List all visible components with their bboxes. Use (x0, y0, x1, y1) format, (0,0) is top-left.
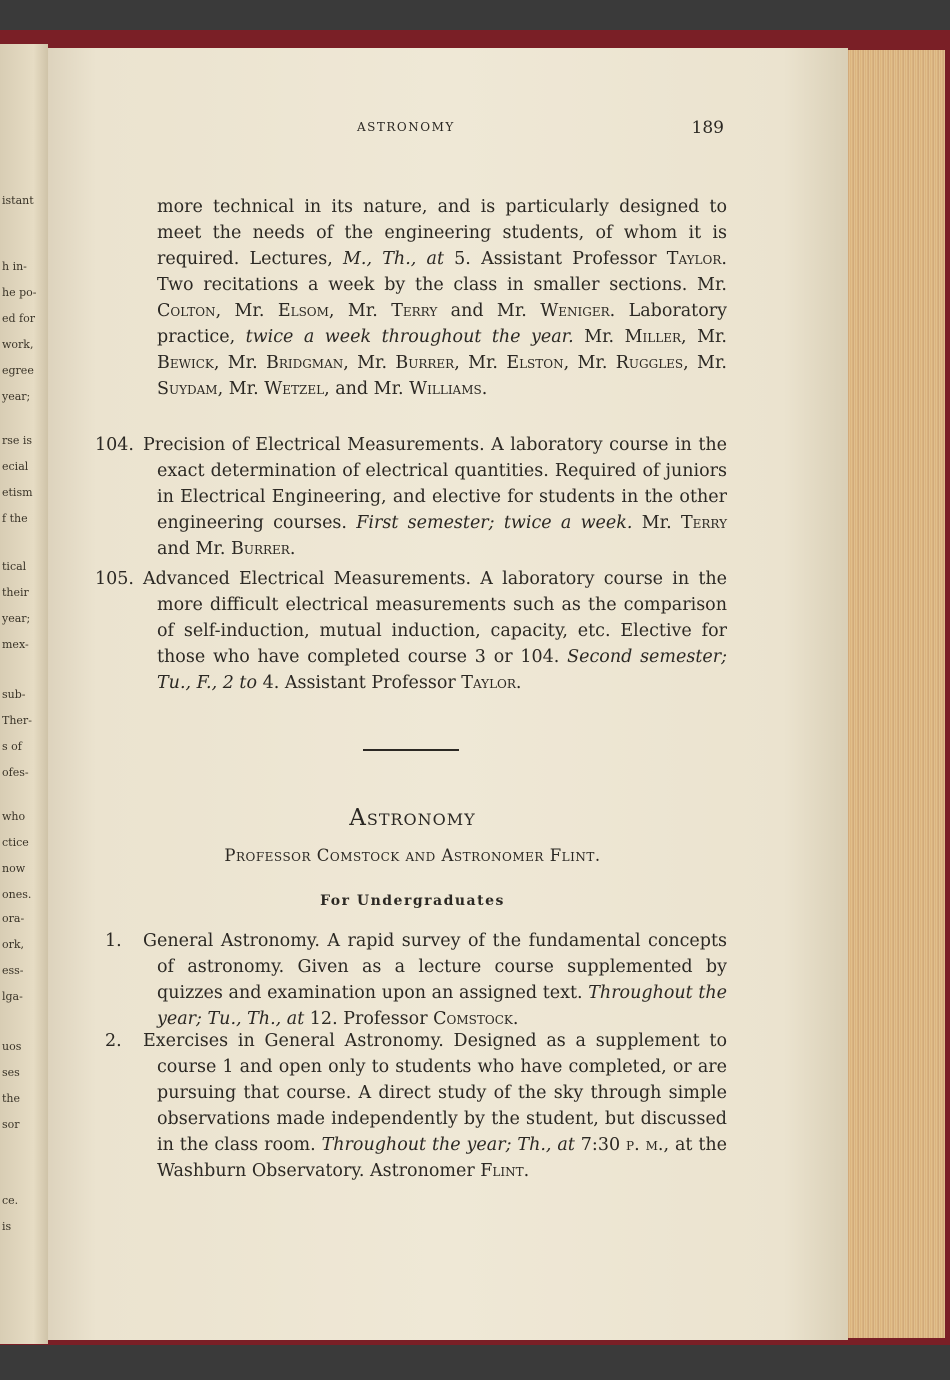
left-page-fragment: who (2, 810, 26, 823)
left-page-edge (0, 44, 48, 1344)
left-page-fragment: the (2, 1092, 21, 1105)
subheading: For Undergraduates (320, 893, 505, 909)
left-page-fragment: ora- (2, 912, 25, 925)
left-page-fragment: year; (2, 390, 31, 403)
left-page-fragment: ctice (2, 836, 29, 849)
left-page-fragment: s of (2, 740, 22, 753)
running-head: ASTRONOMY (357, 120, 455, 134)
left-page-fragment: he po- (2, 286, 37, 299)
left-page-fragment: ce. (2, 1194, 19, 1207)
course-description: Precision of Electrical Measurements. A laboratory course in the exact determination of electrical quantities. Required of juniors in Electrical Engineering, and elective for students in the other engineering courses. First semester; twice a week. Mr. Terry and Mr. Burrer. (143, 435, 727, 559)
left-page-fragment: Ther- (2, 714, 32, 727)
faculty-line: Professor Comstock and Astronomer Flint. (224, 846, 601, 865)
left-page-fragment: h in- (2, 260, 27, 273)
course-105 (95, 566, 727, 696)
left-page-fragment: ork, (2, 938, 25, 951)
section-divider (363, 749, 459, 751)
left-page-fragment: egree (2, 364, 34, 377)
left-page-fragment: sor (2, 1118, 20, 1131)
left-page-fragment: uos (2, 1040, 22, 1053)
course-number: 105. (95, 569, 134, 589)
left-page-fragment: lga- (2, 990, 23, 1003)
left-page-fragment: f the (2, 512, 28, 525)
course-number: 1. (105, 931, 122, 951)
left-page-fragment: istant (2, 194, 34, 207)
course-description: General Astronomy. A rapid survey of the fundamental concepts of astronomy. Given as a lecture course supplemented by quizzes and examination upon an assigned text. Throughout the year; Tu., Th., at 12. Professor Comstock. (143, 931, 727, 1029)
section-title: Astronomy (349, 805, 476, 831)
course-2 (95, 1028, 727, 1184)
left-page-fragment: work, (2, 338, 34, 351)
course-104 (95, 432, 727, 562)
left-page-fragment: year; (2, 612, 31, 625)
left-page-fragment: mex- (2, 638, 29, 651)
left-page-fragment: ecial (2, 460, 29, 473)
left-page-fragment: ed for (2, 312, 35, 325)
left-page-fragment: sub- (2, 688, 26, 701)
course-description: Advanced Electrical Measurements. A laboratory course in the more difficult electrical measurements such as the comparison of self-induction, mutual induction, capacity, etc. Elective for those who have completed course 3 or 104. Second semester; Tu., F., 2 to 4. Assistant Professor Taylor. (143, 569, 727, 693)
left-page-fragment: ofes- (2, 766, 29, 779)
left-page-fragment: is (2, 1220, 12, 1233)
left-page-fragment: tical (2, 560, 27, 573)
left-page-fragment: rse is (2, 434, 33, 447)
page-edges (845, 50, 945, 1338)
left-page-fragment: ones. (2, 888, 32, 901)
course-description: Exercises in General Astronomy. Designed as a supplement to course 1 and open only to students who have completed, or are pursuing that course. A direct study of the sky through simple observations made independently by the student, but discussed in the class room. Throughout the year; Th., at 7:30 p. m., at the Washburn Observatory. Astronomer Flint. (143, 1031, 727, 1181)
page-number: 189 (691, 118, 724, 138)
course-number: 104. (95, 435, 134, 455)
left-page-fragment: ess- (2, 964, 24, 977)
left-page-fragment: their (2, 586, 29, 599)
left-page-fragment: now (2, 862, 26, 875)
course-number: 2. (105, 1031, 122, 1051)
left-page-fragment: etism (2, 486, 33, 499)
course-1 (95, 928, 727, 1032)
continuation-paragraph: more technical in its nature, and is particularly designed to meet the needs of the engineering students, of whom it is required. Lectures, M., Th., at 5. Assistant Professor Taylor. Two recitations a week by the class in smaller sections. Mr. Colton, Mr. Elsom, Mr. Terry and Mr. Weniger. Laboratory practice, twice a week throughout the year. Mr. Miller, Mr. Bewick, Mr. Bridgman, Mr. Burrer, Mr. Elston, Mr. Ruggles, Mr. Suydam, Mr. Wetzel, and Mr. Williams. (157, 197, 727, 399)
left-page-fragment: ses (2, 1066, 20, 1079)
